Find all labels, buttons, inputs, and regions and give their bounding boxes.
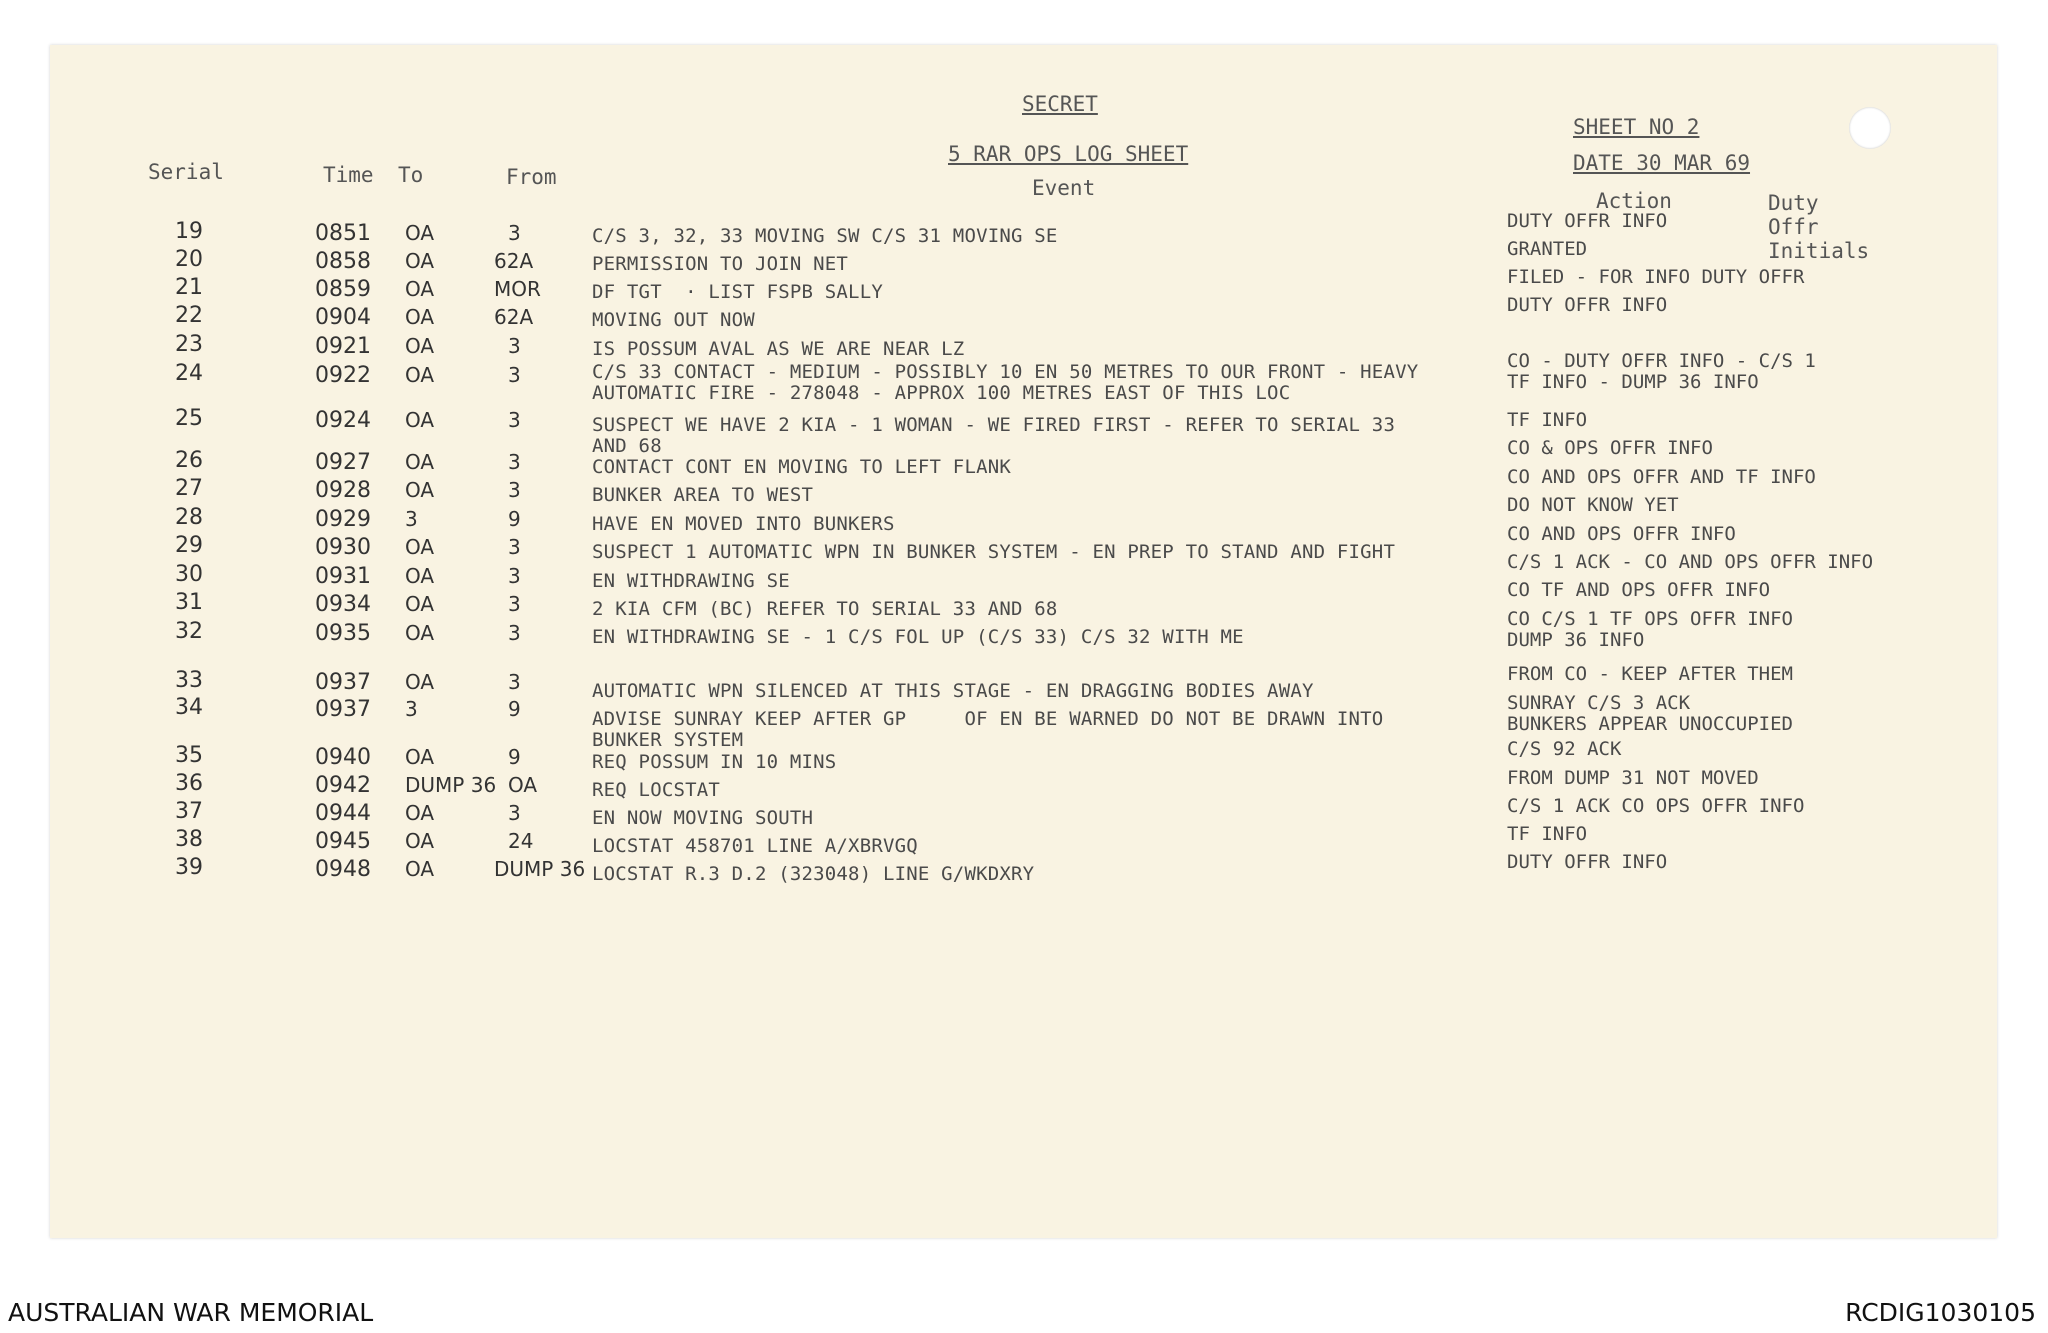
- from-cell: DUMP 36: [494, 857, 586, 881]
- from-cell: 9: [508, 697, 521, 721]
- from-cell: 3: [508, 408, 521, 432]
- time-cell: 0858: [315, 249, 371, 274]
- column-header-to: To: [398, 163, 424, 187]
- sheet-number: SHEET NO 2: [1573, 115, 1700, 139]
- to-cell: OA: [405, 408, 435, 432]
- action-cell: CO TF AND OPS OFFR INFO: [1507, 579, 1771, 601]
- column-header-serial: Serial: [148, 160, 224, 184]
- to-cell: OA: [405, 450, 435, 474]
- to-cell: OA: [405, 564, 435, 588]
- serial-cell: 26: [175, 448, 203, 473]
- time-cell: 0930: [315, 535, 371, 560]
- event-cell: EN WITHDRAWING SE - 1 C/S FOL UP (C/S 33) C/S 32 WITH ME: [592, 626, 1244, 648]
- from-cell: 3: [508, 363, 521, 387]
- to-cell: OA: [405, 829, 435, 853]
- footer-source: AUSTRALIAN WAR MEMORIAL: [8, 1298, 374, 1327]
- event-cell: EN WITHDRAWING SE: [592, 570, 790, 592]
- from-cell: 24: [508, 829, 534, 853]
- punch-hole: [1849, 107, 1891, 149]
- serial-cell: 20: [175, 247, 203, 272]
- serial-cell: 22: [175, 303, 203, 328]
- event-cell: ADVISE SUNRAY KEEP AFTER GP OF EN BE WARNED DO NOT BE DRAWN INTO BUNKER SYSTEM: [592, 708, 1384, 751]
- event-cell: REQ POSSUM IN 10 MINS: [592, 751, 837, 773]
- from-cell: 3: [508, 801, 521, 825]
- action-cell: CO AND OPS OFFR AND TF INFO: [1507, 466, 1816, 488]
- serial-cell: 28: [175, 505, 203, 530]
- action-cell: DO NOT KNOW YET: [1507, 494, 1679, 516]
- column-header-event: Event: [1032, 176, 1096, 200]
- action-cell: C/S 92 ACK: [1507, 738, 1622, 760]
- action-cell: C/S 1 ACK - CO AND OPS OFFR INFO: [1507, 551, 1874, 573]
- serial-cell: 35: [175, 743, 203, 768]
- event-cell: AUTOMATIC WPN SILENCED AT THIS STAGE - EN DRAGGING BODIES AWAY: [592, 680, 1314, 702]
- serial-cell: 30: [175, 562, 203, 587]
- time-cell: 0927: [315, 450, 371, 475]
- from-cell: MOR: [494, 277, 541, 301]
- to-cell: OA: [405, 305, 435, 329]
- serial-cell: 23: [175, 332, 203, 357]
- serial-cell: 25: [175, 406, 203, 431]
- action-cell: CO AND OPS OFFR INFO: [1507, 523, 1736, 545]
- sheet-title: 5 RAR OPS LOG SHEET: [948, 142, 1189, 166]
- action-cell: TF INFO: [1507, 409, 1588, 431]
- serial-cell: 38: [175, 827, 203, 852]
- to-cell: OA: [405, 535, 435, 559]
- event-cell: 2 KIA CFM (BC) REFER TO SERIAL 33 AND 68: [592, 598, 1058, 620]
- action-cell: CO & OPS OFFR INFO: [1507, 437, 1713, 459]
- from-cell: 3: [508, 478, 521, 502]
- serial-cell: 29: [175, 533, 203, 558]
- time-cell: 0924: [315, 408, 371, 433]
- event-cell: C/S 33 CONTACT - MEDIUM - POSSIBLY 10 EN 50 METRES TO OUR FRONT - HEAVY AUTOMATIC FIRE - 278048 - APPROX 100 METRES EAST OF THIS LOC: [592, 361, 1419, 404]
- event-cell: EN NOW MOVING SOUTH: [592, 807, 814, 829]
- time-cell: 0944: [315, 801, 371, 826]
- event-cell: LOCSTAT R.3 D.2 (323048) LINE G/WKDXRY: [592, 863, 1035, 885]
- serial-cell: 32: [175, 619, 203, 644]
- time-cell: 0921: [315, 334, 371, 359]
- column-header-action: Action: [1596, 189, 1672, 213]
- serial-cell: 19: [175, 219, 203, 244]
- serial-cell: 36: [175, 771, 203, 796]
- from-cell: 9: [508, 745, 521, 769]
- event-cell: CONTACT CONT EN MOVING TO LEFT FLANK: [592, 456, 1012, 478]
- action-cell: DUTY OFFR INFO: [1507, 294, 1668, 316]
- time-cell: 0859: [315, 277, 371, 302]
- serial-cell: 39: [175, 855, 203, 880]
- from-cell: 3: [508, 334, 521, 358]
- time-cell: 0922: [315, 363, 371, 388]
- time-cell: 0851: [315, 221, 371, 246]
- event-cell: MOVING OUT NOW: [592, 309, 755, 331]
- action-cell: C/S 1 ACK CO OPS OFFR INFO: [1507, 795, 1805, 817]
- serial-cell: 33: [175, 668, 203, 693]
- serial-cell: 34: [175, 695, 203, 720]
- time-cell: 0934: [315, 592, 371, 617]
- action-cell: DUTY OFFR INFO: [1507, 851, 1668, 873]
- from-cell: 62A: [494, 305, 534, 329]
- to-cell: OA: [405, 249, 435, 273]
- from-cell: 9: [508, 507, 521, 531]
- from-cell: 3: [508, 221, 521, 245]
- event-cell: SUSPECT WE HAVE 2 KIA - 1 WOMAN - WE FIRED FIRST - REFER TO SERIAL 33 AND 68: [592, 414, 1396, 457]
- from-cell: 3: [508, 450, 521, 474]
- time-cell: 0928: [315, 478, 371, 503]
- footer-id: RCDIG1030105: [1845, 1298, 2036, 1327]
- to-cell: 3: [405, 507, 418, 531]
- time-cell: 0937: [315, 670, 371, 695]
- event-cell: HAVE EN MOVED INTO BUNKERS: [592, 513, 895, 535]
- to-cell: OA: [405, 745, 435, 769]
- event-cell: SUSPECT 1 AUTOMATIC WPN IN BUNKER SYSTEM - EN PREP TO STAND AND FIGHT: [592, 541, 1396, 563]
- to-cell: OA: [405, 334, 435, 358]
- to-cell: OA: [405, 478, 435, 502]
- event-cell: IS POSSUM AVAL AS WE ARE NEAR LZ: [592, 338, 965, 360]
- from-cell: 3: [508, 535, 521, 559]
- action-cell: SUNRAY C/S 3 ACK BUNKERS APPEAR UNOCCUPIED: [1507, 692, 1793, 735]
- action-cell: TF INFO: [1507, 823, 1588, 845]
- time-cell: 0942: [315, 773, 371, 798]
- to-cell: 3: [405, 697, 418, 721]
- from-cell: 3: [508, 564, 521, 588]
- time-cell: 0929: [315, 507, 371, 532]
- action-cell: FILED - FOR INFO DUTY OFFR: [1507, 266, 1805, 288]
- to-cell: DUMP 36: [405, 773, 497, 797]
- to-cell: OA: [405, 592, 435, 616]
- to-cell: OA: [405, 857, 435, 881]
- document-sheet: [50, 45, 1997, 1238]
- column-header-time: Time: [323, 163, 374, 187]
- time-cell: 0940: [315, 745, 371, 770]
- serial-cell: 24: [175, 361, 203, 386]
- from-cell: 3: [508, 592, 521, 616]
- action-cell: FROM CO - KEEP AFTER THEM: [1507, 663, 1793, 685]
- event-cell: DF TGT · LIST FSPB SALLY: [592, 281, 883, 303]
- event-cell: REQ LOCSTAT: [592, 779, 721, 801]
- to-cell: OA: [405, 221, 435, 245]
- action-cell: GRANTED: [1507, 238, 1588, 260]
- from-cell: 3: [508, 670, 521, 694]
- sheet-date: DATE 30 MAR 69: [1573, 151, 1751, 175]
- action-cell: CO - DUTY OFFR INFO - C/S 1 TF INFO - DUMP 36 INFO: [1507, 350, 1816, 393]
- time-cell: 0935: [315, 621, 371, 646]
- to-cell: OA: [405, 363, 435, 387]
- event-cell: C/S 3, 32, 33 MOVING SW C/S 31 MOVING SE: [592, 225, 1058, 247]
- column-header-initials: Duty Offr Initials: [1768, 191, 1870, 263]
- footer: [0, 1298, 2048, 1333]
- serial-cell: 27: [175, 476, 203, 501]
- to-cell: OA: [405, 670, 435, 694]
- time-cell: 0904: [315, 305, 371, 330]
- event-cell: BUNKER AREA TO WEST: [592, 484, 814, 506]
- event-cell: LOCSTAT 458701 LINE A/XBRVGQ: [592, 835, 918, 857]
- serial-cell: 21: [175, 275, 203, 300]
- action-cell: DUTY OFFR INFO: [1507, 210, 1668, 232]
- classification-heading: SECRET: [1022, 92, 1098, 116]
- column-header-from: From: [506, 165, 557, 189]
- event-cell: PERMISSION TO JOIN NET: [592, 253, 849, 275]
- time-cell: 0945: [315, 829, 371, 854]
- to-cell: OA: [405, 621, 435, 645]
- serial-cell: 31: [175, 590, 203, 615]
- action-cell: FROM DUMP 31 NOT MOVED: [1507, 767, 1759, 789]
- time-cell: 0931: [315, 564, 371, 589]
- action-cell: CO C/S 1 TF OPS OFFR INFO DUMP 36 INFO: [1507, 608, 1793, 651]
- time-cell: 0948: [315, 857, 371, 882]
- time-cell: 0937: [315, 697, 371, 722]
- from-cell: 3: [508, 621, 521, 645]
- serial-cell: 37: [175, 799, 203, 824]
- from-cell: 62A: [494, 249, 534, 273]
- to-cell: OA: [405, 277, 435, 301]
- from-cell: OA: [508, 773, 538, 797]
- to-cell: OA: [405, 801, 435, 825]
